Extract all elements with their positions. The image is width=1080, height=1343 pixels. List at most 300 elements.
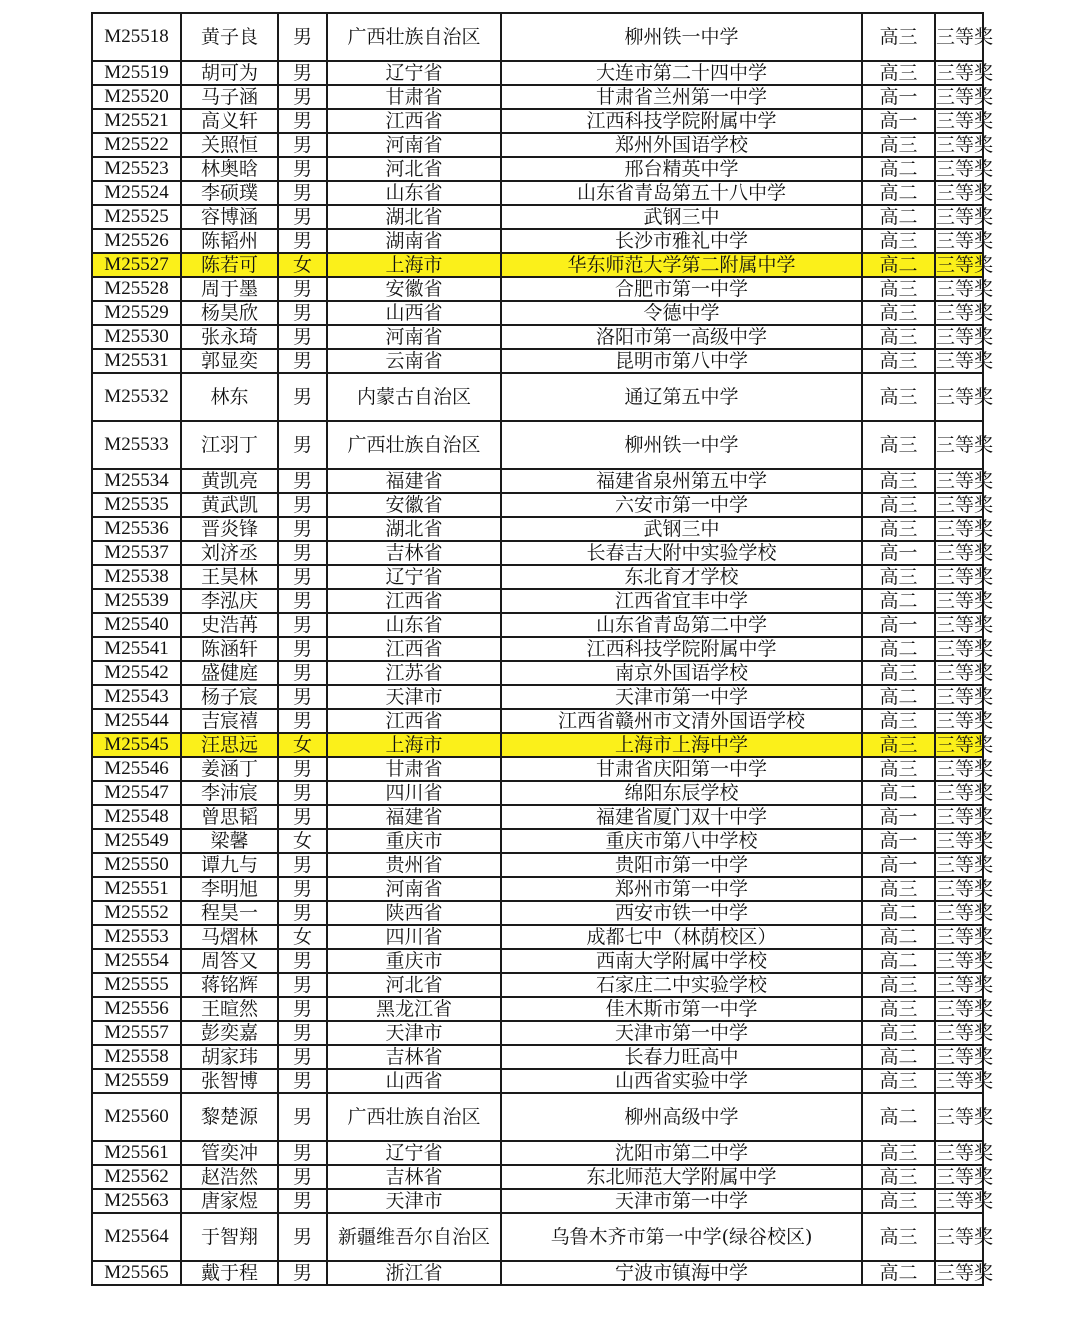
award-cell: 三等奖 xyxy=(936,1142,994,1164)
grade-cell: 高一 xyxy=(862,829,935,853)
gender-cell: 男 xyxy=(278,685,327,709)
province-cell: 福建省 xyxy=(327,805,501,829)
grade-cell: 高二 xyxy=(862,949,935,973)
award-cell: 三等奖 xyxy=(936,326,994,348)
gender-cell: 男 xyxy=(278,637,327,661)
id-cell: M25558 xyxy=(92,1045,181,1069)
province-cell: 河北省 xyxy=(327,157,501,181)
province-cell: 黑龙江省 xyxy=(327,997,501,1021)
province-cell: 四川省 xyxy=(327,781,501,805)
table-row xyxy=(92,85,983,109)
gender-cell: 男 xyxy=(278,1141,327,1165)
id-cell: M25547 xyxy=(92,781,181,805)
award-cell: 三等奖 xyxy=(935,1093,983,1141)
table-row xyxy=(92,469,983,493)
award-cell: 三等奖 xyxy=(936,590,994,612)
province-cell: 江西省 xyxy=(327,637,501,661)
id-cell: M25545 xyxy=(92,733,181,757)
grade-cell: 高三 xyxy=(862,1165,935,1189)
gender-cell: 男 xyxy=(278,1045,327,1069)
province-cell: 福建省 xyxy=(327,469,501,493)
grade-cell: 高三 xyxy=(862,1189,935,1213)
gender-cell: 男 xyxy=(278,757,327,781)
award-cell: 三等奖 xyxy=(936,1190,994,1212)
province-cell: 甘肃省 xyxy=(327,757,501,781)
name-cell: 关照恒 xyxy=(181,133,278,157)
table-row xyxy=(92,829,983,853)
id-cell: M25565 xyxy=(92,1261,181,1285)
school-cell: 重庆市第八中学校 xyxy=(501,829,862,853)
table-row xyxy=(92,1045,983,1069)
province-cell: 山西省 xyxy=(327,1069,501,1093)
name-cell: 江羽丁 xyxy=(181,421,278,469)
award-cell: 三等奖 xyxy=(936,830,994,852)
table-row xyxy=(92,1165,983,1189)
province-cell: 重庆市 xyxy=(327,829,501,853)
school-cell: 天津市第一中学 xyxy=(501,1021,862,1045)
table-row xyxy=(92,109,983,133)
gender-cell: 男 xyxy=(278,229,327,253)
gender-cell: 男 xyxy=(278,1093,327,1141)
id-cell: M25534 xyxy=(92,469,181,493)
school-cell: 华东师范大学第二附属中学 xyxy=(501,253,862,277)
gender-cell: 男 xyxy=(278,493,327,517)
award-cell: 三等奖 xyxy=(936,902,994,924)
table-row xyxy=(92,685,983,709)
gender-cell: 男 xyxy=(278,277,327,301)
id-cell: M25526 xyxy=(92,229,181,253)
award-cell: 三等奖 xyxy=(935,373,983,421)
school-cell: 山西省实验中学 xyxy=(501,1069,862,1093)
award-cell: 三等奖 xyxy=(936,878,994,900)
province-cell: 吉林省 xyxy=(327,1045,501,1069)
gender-cell: 男 xyxy=(278,1261,327,1285)
name-cell: 黎楚源 xyxy=(181,1093,278,1141)
gender-cell: 男 xyxy=(278,877,327,901)
name-cell: 汪思远 xyxy=(181,733,278,757)
school-cell: 甘肃省兰州第一中学 xyxy=(501,85,862,109)
school-cell: 上海市上海中学 xyxy=(501,733,862,757)
grade-cell: 高二 xyxy=(862,205,935,229)
school-cell: 柳州高级中学 xyxy=(501,1093,862,1141)
grade-cell: 高三 xyxy=(862,1213,935,1261)
name-cell: 黄凯亮 xyxy=(181,469,278,493)
table-row xyxy=(92,949,983,973)
school-cell: 令德中学 xyxy=(501,301,862,325)
id-cell: M25528 xyxy=(92,277,181,301)
name-cell: 梁馨 xyxy=(181,829,278,853)
grade-cell: 高三 xyxy=(862,709,935,733)
table-row xyxy=(92,541,983,565)
table-row-highlighted xyxy=(92,253,983,277)
province-cell: 辽宁省 xyxy=(327,1141,501,1165)
id-cell: M25552 xyxy=(92,901,181,925)
name-cell: 李沛宸 xyxy=(181,781,278,805)
school-cell: 山东省青岛第五十八中学 xyxy=(501,181,862,205)
grade-cell: 高三 xyxy=(862,877,935,901)
id-cell: M25535 xyxy=(92,493,181,517)
award-cell: 三等奖 xyxy=(936,638,994,660)
grade-cell: 高一 xyxy=(862,541,935,565)
grade-cell: 高二 xyxy=(862,637,935,661)
grade-cell: 高二 xyxy=(862,253,935,277)
school-cell: 东北师范大学附属中学 xyxy=(501,1165,862,1189)
award-cell: 三等奖 xyxy=(936,806,994,828)
name-cell: 郭显奕 xyxy=(181,349,278,373)
grade-cell: 高二 xyxy=(862,1261,935,1285)
table-row xyxy=(92,1021,983,1045)
name-cell: 胡家玮 xyxy=(181,1045,278,1069)
table-row xyxy=(92,325,983,349)
gender-cell: 男 xyxy=(278,1069,327,1093)
award-cell: 三等奖 xyxy=(936,494,994,516)
award-cell: 三等奖 xyxy=(936,350,994,372)
school-cell: 六安市第一中学 xyxy=(501,493,862,517)
id-cell: M25550 xyxy=(92,853,181,877)
id-cell: M25546 xyxy=(92,757,181,781)
id-cell: M25520 xyxy=(92,85,181,109)
gender-cell: 女 xyxy=(278,733,327,757)
award-cell: 三等奖 xyxy=(936,974,994,996)
school-cell: 东北育才学校 xyxy=(501,565,862,589)
award-cell: 三等奖 xyxy=(936,470,994,492)
gender-cell: 男 xyxy=(278,205,327,229)
gender-cell: 男 xyxy=(278,325,327,349)
id-cell: M25555 xyxy=(92,973,181,997)
grade-cell: 高三 xyxy=(862,757,935,781)
award-cell: 三等奖 xyxy=(936,1022,994,1044)
school-cell: 江西省宜丰中学 xyxy=(501,589,862,613)
gender-cell: 男 xyxy=(278,853,327,877)
gender-cell: 男 xyxy=(278,997,327,1021)
id-cell: M25527 xyxy=(92,253,181,277)
grade-cell: 高二 xyxy=(862,1093,935,1141)
grade-cell: 高三 xyxy=(862,493,935,517)
gender-cell: 男 xyxy=(278,421,327,469)
award-cell: 三等奖 xyxy=(936,566,994,588)
province-cell: 山东省 xyxy=(327,613,501,637)
id-cell: M25548 xyxy=(92,805,181,829)
school-cell: 天津市第一中学 xyxy=(501,685,862,709)
table-row xyxy=(92,1069,983,1093)
id-cell: M25560 xyxy=(92,1093,181,1141)
grade-cell: 高三 xyxy=(862,133,935,157)
id-cell: M25542 xyxy=(92,661,181,685)
id-cell: M25540 xyxy=(92,613,181,637)
award-table xyxy=(91,12,994,1286)
name-cell: 黄子良 xyxy=(181,13,278,61)
school-cell: 武钢三中 xyxy=(501,517,862,541)
id-cell: M25536 xyxy=(92,517,181,541)
gender-cell: 男 xyxy=(278,613,327,637)
school-cell: 西安市铁一中学 xyxy=(501,901,862,925)
province-cell: 江西省 xyxy=(327,589,501,613)
table-row xyxy=(92,997,983,1021)
gender-cell: 男 xyxy=(278,181,327,205)
table-row xyxy=(92,1213,983,1261)
grade-cell: 高二 xyxy=(862,181,935,205)
grade-cell: 高三 xyxy=(862,517,935,541)
gender-cell: 男 xyxy=(278,1189,327,1213)
name-cell: 曾思韬 xyxy=(181,805,278,829)
grade-cell: 高三 xyxy=(862,997,935,1021)
table-row xyxy=(92,1189,983,1213)
id-cell: M25539 xyxy=(92,589,181,613)
name-cell: 刘济丞 xyxy=(181,541,278,565)
province-cell: 浙江省 xyxy=(327,1261,501,1285)
name-cell: 陈涵轩 xyxy=(181,637,278,661)
id-cell: M25538 xyxy=(92,565,181,589)
gender-cell: 男 xyxy=(278,13,327,61)
award-cell: 三等奖 xyxy=(936,734,994,756)
gender-cell: 男 xyxy=(278,781,327,805)
table-row xyxy=(92,133,983,157)
id-cell: M25522 xyxy=(92,133,181,157)
grade-cell: 高三 xyxy=(862,349,935,373)
table-row xyxy=(92,205,983,229)
table-row xyxy=(92,805,983,829)
award-cell: 三等奖 xyxy=(936,62,994,84)
school-cell: 佳木斯市第一中学 xyxy=(501,997,862,1021)
province-cell: 江西省 xyxy=(327,709,501,733)
gender-cell: 男 xyxy=(278,373,327,421)
school-cell: 天津市第一中学 xyxy=(501,1189,862,1213)
gender-cell: 男 xyxy=(278,541,327,565)
award-cell: 三等奖 xyxy=(935,13,983,61)
name-cell: 黄武凯 xyxy=(181,493,278,517)
school-cell: 柳州铁一中学 xyxy=(501,13,862,61)
grade-cell: 高三 xyxy=(862,373,935,421)
gender-cell: 女 xyxy=(278,925,327,949)
table-row xyxy=(92,565,983,589)
gender-cell: 男 xyxy=(278,661,327,685)
school-cell: 合肥市第一中学 xyxy=(501,277,862,301)
table-row xyxy=(92,877,983,901)
province-cell: 山西省 xyxy=(327,301,501,325)
award-cell: 三等奖 xyxy=(936,230,994,252)
name-cell: 张智博 xyxy=(181,1069,278,1093)
id-cell: M25549 xyxy=(92,829,181,853)
name-cell: 杨子宸 xyxy=(181,685,278,709)
school-cell: 甘肃省庆阳第一中学 xyxy=(501,757,862,781)
gender-cell: 男 xyxy=(278,109,327,133)
name-cell: 周于墨 xyxy=(181,277,278,301)
id-cell: M25551 xyxy=(92,877,181,901)
name-cell: 戴于程 xyxy=(181,1261,278,1285)
award-cell: 三等奖 xyxy=(936,518,994,540)
award-cell: 三等奖 xyxy=(936,134,994,156)
school-cell: 绵阳东辰学校 xyxy=(501,781,862,805)
name-cell: 杨昊欣 xyxy=(181,301,278,325)
table-row-highlighted xyxy=(92,733,983,757)
id-cell: M25544 xyxy=(92,709,181,733)
table-row xyxy=(92,493,983,517)
award-cell: 三等奖 xyxy=(936,926,994,948)
name-cell: 李明旭 xyxy=(181,877,278,901)
name-cell: 王昊林 xyxy=(181,565,278,589)
name-cell: 马子涵 xyxy=(181,85,278,109)
name-cell: 容博涵 xyxy=(181,205,278,229)
gender-cell: 女 xyxy=(278,829,327,853)
grade-cell: 高二 xyxy=(862,157,935,181)
id-cell: M25559 xyxy=(92,1069,181,1093)
gender-cell: 男 xyxy=(278,61,327,85)
school-cell: 武钢三中 xyxy=(501,205,862,229)
name-cell: 陈韬州 xyxy=(181,229,278,253)
grade-cell: 高二 xyxy=(862,1045,935,1069)
grade-cell: 高三 xyxy=(862,277,935,301)
grade-cell: 高三 xyxy=(862,1069,935,1093)
name-cell: 林东 xyxy=(181,373,278,421)
province-cell: 吉林省 xyxy=(327,541,501,565)
table-row xyxy=(92,757,983,781)
province-cell: 山东省 xyxy=(327,181,501,205)
name-cell: 陈若可 xyxy=(181,253,278,277)
name-cell: 李硕璞 xyxy=(181,181,278,205)
table-row xyxy=(92,373,983,421)
name-cell: 晋炎锋 xyxy=(181,517,278,541)
gender-cell: 男 xyxy=(278,517,327,541)
name-cell: 高义轩 xyxy=(181,109,278,133)
gender-cell: 男 xyxy=(278,709,327,733)
award-cell: 三等奖 xyxy=(936,950,994,972)
grade-cell: 高二 xyxy=(862,685,935,709)
award-cell: 三等奖 xyxy=(936,1046,994,1068)
name-cell: 于智翔 xyxy=(181,1213,278,1261)
id-cell: M25556 xyxy=(92,997,181,1021)
table-row xyxy=(92,517,983,541)
grade-cell: 高一 xyxy=(862,613,935,637)
province-cell: 河南省 xyxy=(327,133,501,157)
gender-cell: 男 xyxy=(278,469,327,493)
award-cell: 三等奖 xyxy=(936,254,994,276)
grade-cell: 高三 xyxy=(862,469,935,493)
province-cell: 辽宁省 xyxy=(327,61,501,85)
grade-cell: 高一 xyxy=(862,109,935,133)
name-cell: 姜涵丁 xyxy=(181,757,278,781)
province-cell: 河南省 xyxy=(327,877,501,901)
school-cell: 邢台精英中学 xyxy=(501,157,862,181)
grade-cell: 高三 xyxy=(862,1141,935,1165)
school-cell: 长春吉大附中实验学校 xyxy=(501,541,862,565)
gender-cell: 男 xyxy=(278,133,327,157)
school-cell: 江西省赣州市文清外国语学校 xyxy=(501,709,862,733)
school-cell: 郑州市第一中学 xyxy=(501,877,862,901)
table-row xyxy=(92,637,983,661)
name-cell: 吉宸禧 xyxy=(181,709,278,733)
id-cell: M25553 xyxy=(92,925,181,949)
award-cell: 三等奖 xyxy=(936,998,994,1020)
name-cell: 王暄然 xyxy=(181,997,278,1021)
gender-cell: 男 xyxy=(278,157,327,181)
province-cell: 甘肃省 xyxy=(327,85,501,109)
grade-cell: 高三 xyxy=(862,61,935,85)
table-row xyxy=(92,1141,983,1165)
table-row xyxy=(92,349,983,373)
grade-cell: 高三 xyxy=(862,301,935,325)
gender-cell: 男 xyxy=(278,589,327,613)
gender-cell: 男 xyxy=(278,301,327,325)
province-cell: 湖北省 xyxy=(327,205,501,229)
school-cell: 大连市第二十四中学 xyxy=(501,61,862,85)
id-cell: M25533 xyxy=(92,421,181,469)
grade-cell: 高三 xyxy=(862,421,935,469)
name-cell: 谭九与 xyxy=(181,853,278,877)
name-cell: 胡可为 xyxy=(181,61,278,85)
school-cell: 西南大学附属中学校 xyxy=(501,949,862,973)
table-row xyxy=(92,13,983,61)
school-cell: 江西科技学院附属中学 xyxy=(501,109,862,133)
school-cell: 通辽第五中学 xyxy=(501,373,862,421)
school-cell: 石家庄二中实验学校 xyxy=(501,973,862,997)
gender-cell: 男 xyxy=(278,949,327,973)
table-row xyxy=(92,853,983,877)
province-cell: 贵州省 xyxy=(327,853,501,877)
province-cell: 天津市 xyxy=(327,1021,501,1045)
name-cell: 张永琦 xyxy=(181,325,278,349)
school-cell: 长春力旺高中 xyxy=(501,1045,862,1069)
table-row xyxy=(92,781,983,805)
table-row xyxy=(92,1093,983,1141)
award-cell: 三等奖 xyxy=(935,421,983,469)
name-cell: 唐家煜 xyxy=(181,1189,278,1213)
table-row xyxy=(92,925,983,949)
province-cell: 河南省 xyxy=(327,325,501,349)
province-cell: 重庆市 xyxy=(327,949,501,973)
gender-cell: 男 xyxy=(278,805,327,829)
table-row xyxy=(92,613,983,637)
name-cell: 林奥晗 xyxy=(181,157,278,181)
table-row xyxy=(92,901,983,925)
id-cell: M25554 xyxy=(92,949,181,973)
award-cell: 三等奖 xyxy=(936,1070,994,1092)
province-cell: 辽宁省 xyxy=(327,565,501,589)
grade-cell: 高二 xyxy=(862,925,935,949)
grade-cell: 高二 xyxy=(862,781,935,805)
gender-cell: 男 xyxy=(278,565,327,589)
school-cell: 南京外国语学校 xyxy=(501,661,862,685)
award-cell: 三等奖 xyxy=(936,614,994,636)
school-cell: 洛阳市第一高级中学 xyxy=(501,325,862,349)
table-row xyxy=(92,61,983,85)
award-list-sheet xyxy=(91,12,994,1286)
award-cell: 三等奖 xyxy=(936,206,994,228)
award-cell: 三等奖 xyxy=(936,278,994,300)
name-cell: 蒋铭辉 xyxy=(181,973,278,997)
table-row xyxy=(92,973,983,997)
province-cell: 广西壮族自治区 xyxy=(327,13,501,61)
award-cell: 三等奖 xyxy=(936,302,994,324)
school-cell: 宁波市镇海中学 xyxy=(501,1261,862,1285)
table-row xyxy=(92,589,983,613)
name-cell: 李泓庆 xyxy=(181,589,278,613)
id-cell: M25543 xyxy=(92,685,181,709)
name-cell: 彭奕嘉 xyxy=(181,1021,278,1045)
grade-cell: 高一 xyxy=(862,853,935,877)
school-cell: 贵阳市第一中学 xyxy=(501,853,862,877)
award-cell: 三等奖 xyxy=(936,110,994,132)
school-cell: 山东省青岛第二中学 xyxy=(501,613,862,637)
gender-cell: 男 xyxy=(278,1165,327,1189)
gender-cell: 女 xyxy=(278,253,327,277)
id-cell: M25563 xyxy=(92,1189,181,1213)
name-cell: 程昊一 xyxy=(181,901,278,925)
id-cell: M25529 xyxy=(92,301,181,325)
province-cell: 上海市 xyxy=(327,733,501,757)
gender-cell: 男 xyxy=(278,1021,327,1045)
name-cell: 管奕冲 xyxy=(181,1141,278,1165)
id-cell: M25541 xyxy=(92,637,181,661)
